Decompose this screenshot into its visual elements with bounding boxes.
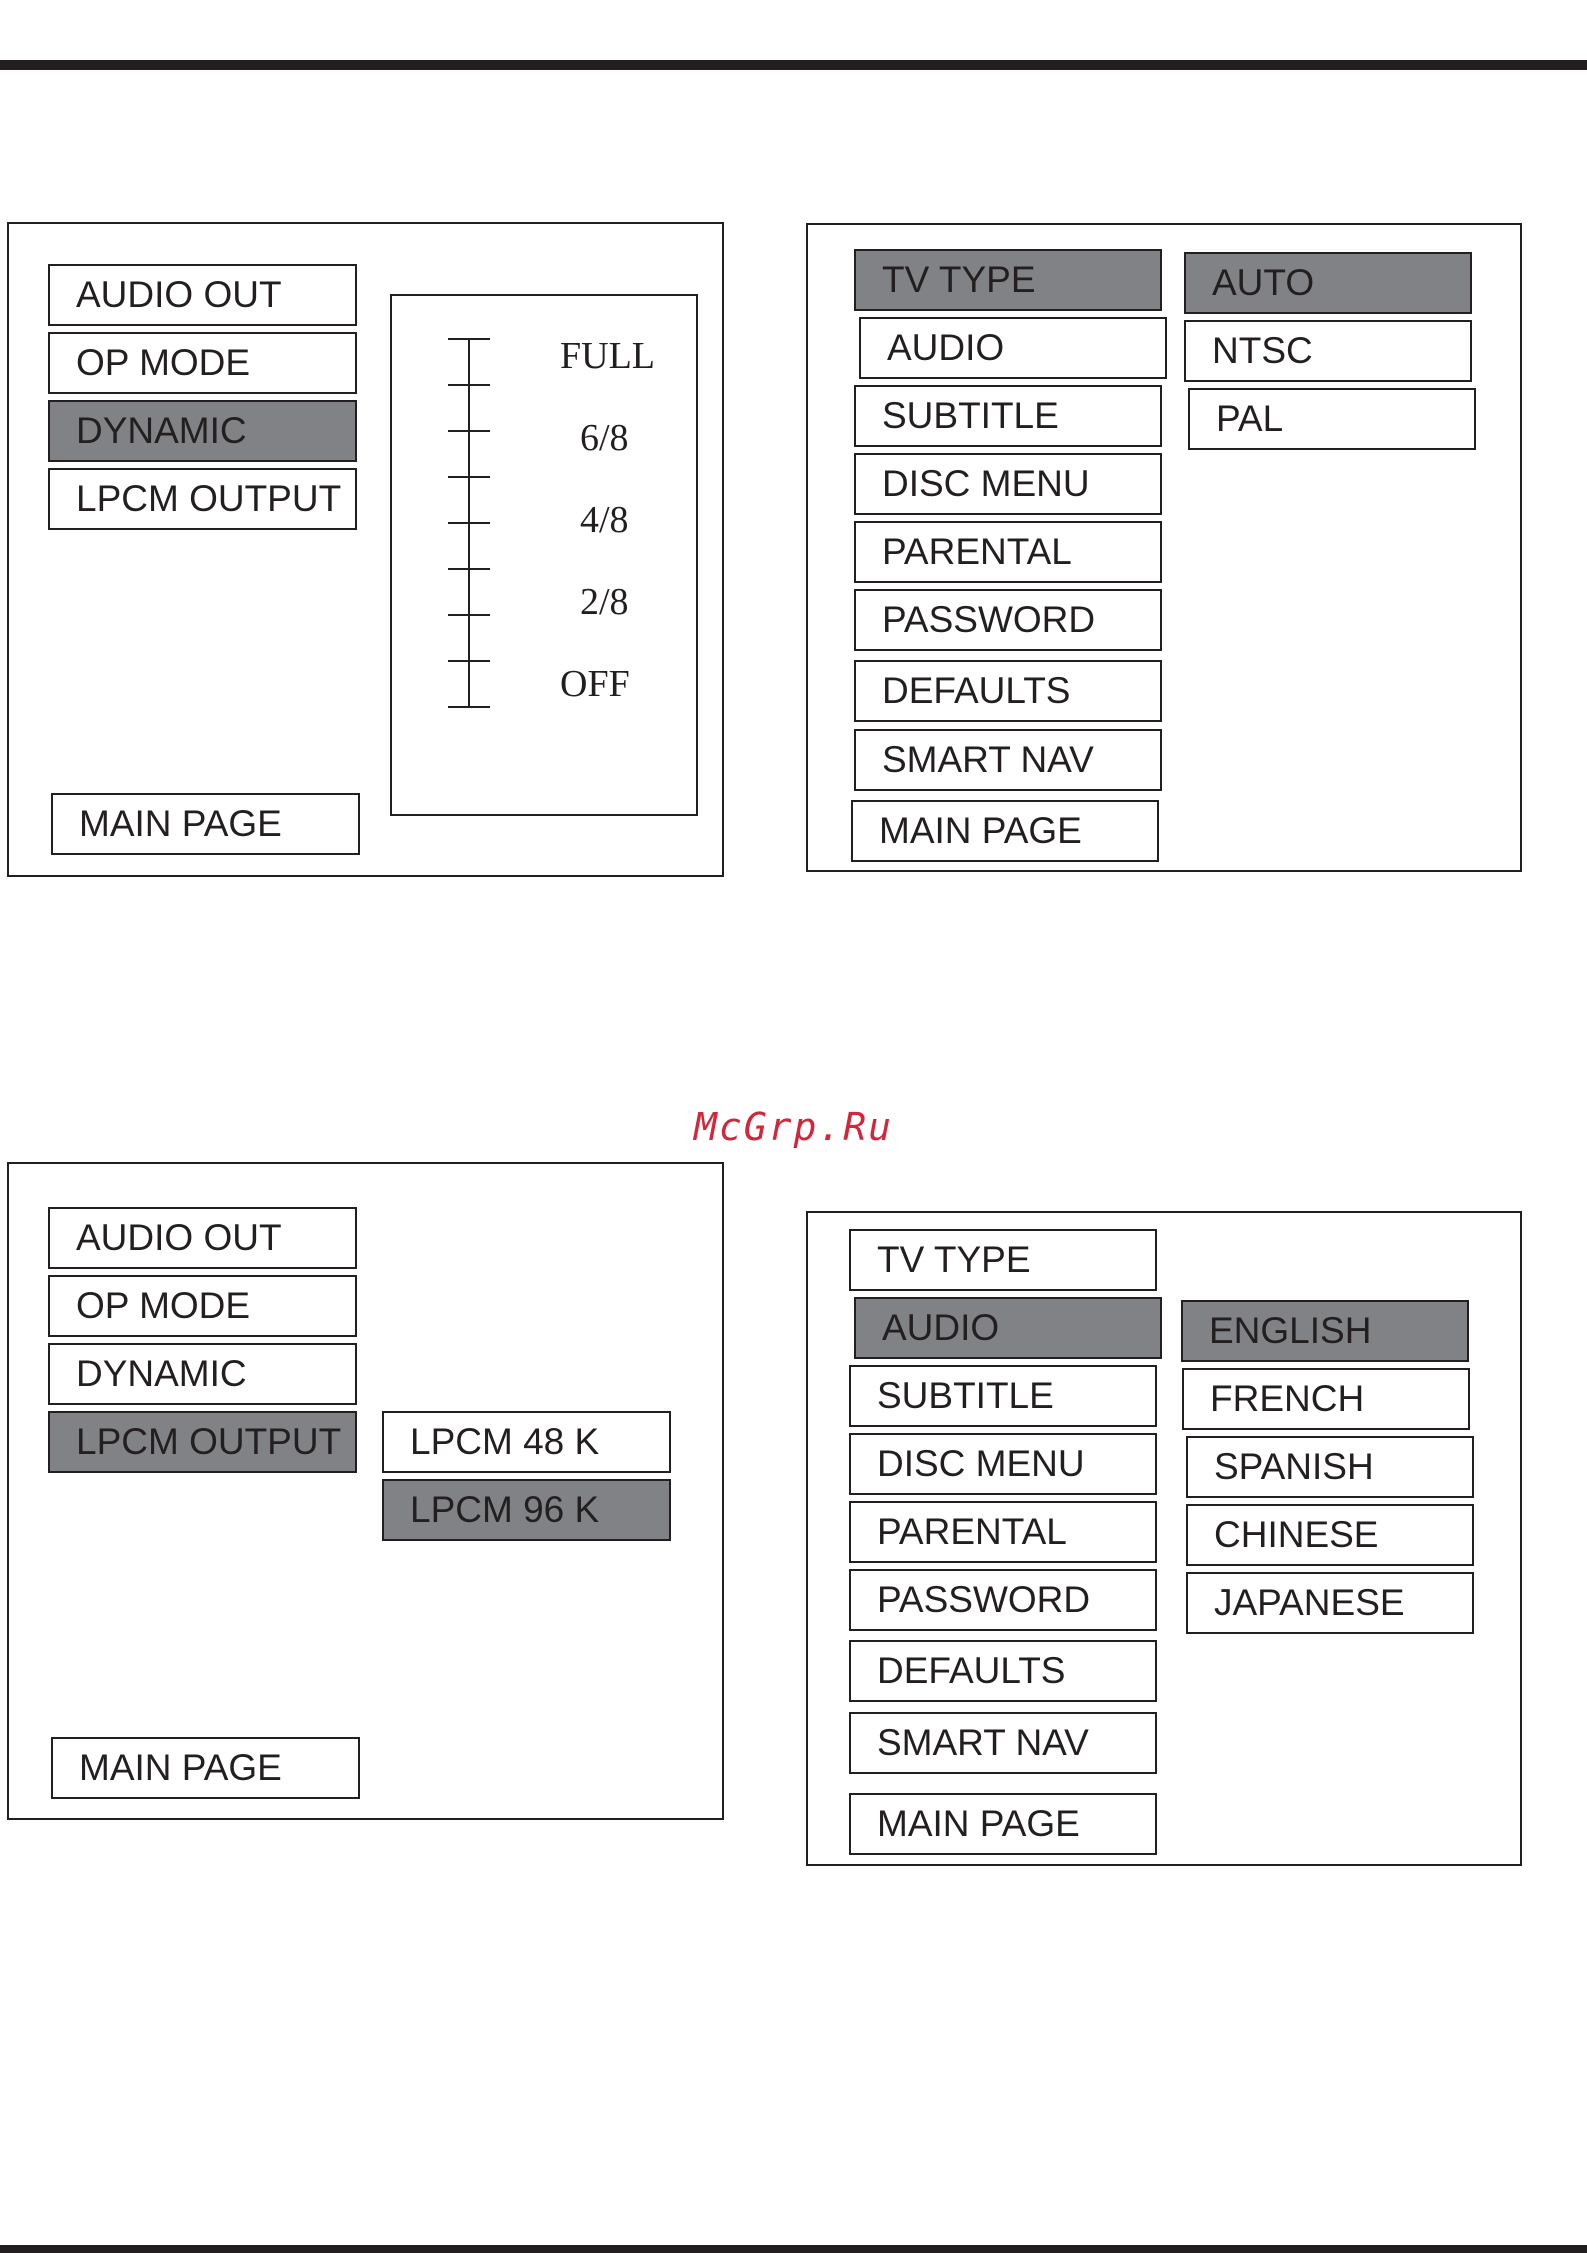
scale-tick xyxy=(448,476,490,478)
scale-tick xyxy=(448,338,490,340)
menu-item-tv-type[interactable]: TV TYPE xyxy=(849,1229,1157,1291)
bottom-rule xyxy=(0,2245,1587,2253)
menu-item-parental[interactable]: PARENTAL xyxy=(854,521,1162,583)
menu-item-op-mode[interactable]: OP MODE xyxy=(48,1275,357,1337)
scale-label-off[interactable]: OFF xyxy=(560,663,630,705)
menu-item-lpcm-output[interactable]: LPCM OUTPUT xyxy=(48,468,357,530)
option-chinese[interactable]: CHINESE xyxy=(1186,1504,1474,1566)
scale-tick xyxy=(448,568,490,570)
scale-label-full[interactable]: FULL xyxy=(560,335,655,377)
menu-item-defaults[interactable]: DEFAULTS xyxy=(854,660,1162,722)
top-rule xyxy=(0,60,1587,70)
menu-item-parental[interactable]: PARENTAL xyxy=(849,1501,1157,1563)
menu-item-tv-type[interactable]: TV TYPE xyxy=(854,249,1162,311)
menu-item-subtitle[interactable]: SUBTITLE xyxy=(854,385,1162,447)
menu-item-audio[interactable]: AUDIO xyxy=(859,317,1167,379)
menu-item-audio-out[interactable]: AUDIO OUT xyxy=(48,1207,357,1269)
menu-item-defaults[interactable]: DEFAULTS xyxy=(849,1640,1157,1702)
menu-item-smart-nav[interactable]: SMART NAV xyxy=(854,729,1162,791)
option-japanese[interactable]: JAPANESE xyxy=(1186,1572,1474,1634)
menu-item-audio-out[interactable]: AUDIO OUT xyxy=(48,264,357,326)
main-page-button[interactable]: MAIN PAGE xyxy=(51,1737,360,1799)
setup-audio-panel xyxy=(806,1211,1522,1866)
main-page-button[interactable]: MAIN PAGE xyxy=(849,1793,1157,1855)
watermark: McGrp.Ru xyxy=(693,1105,894,1149)
scale-tick xyxy=(448,706,490,708)
audio-dynamic-panel xyxy=(7,222,724,877)
option-english[interactable]: ENGLISH xyxy=(1181,1300,1469,1362)
option-french[interactable]: FRENCH xyxy=(1182,1368,1470,1430)
scale-tick xyxy=(448,384,490,386)
menu-item-dynamic[interactable]: DYNAMIC xyxy=(48,400,357,462)
menu-item-password[interactable]: PASSWORD xyxy=(854,589,1162,651)
dynamic-range-scale[interactable] xyxy=(390,294,698,816)
menu-item-subtitle[interactable]: SUBTITLE xyxy=(849,1365,1157,1427)
menu-item-password[interactable]: PASSWORD xyxy=(849,1569,1157,1631)
option-lpcm-48k[interactable]: LPCM 48 K xyxy=(382,1411,671,1473)
main-page-button[interactable]: MAIN PAGE xyxy=(51,793,360,855)
menu-item-disc-menu[interactable]: DISC MENU xyxy=(854,453,1162,515)
scale-tick xyxy=(448,522,490,524)
scale-label-2-8[interactable]: 2/8 xyxy=(580,581,629,623)
option-ntsc[interactable]: NTSC xyxy=(1184,320,1472,382)
option-pal[interactable]: PAL xyxy=(1188,388,1476,450)
scale-tick xyxy=(448,660,490,662)
menu-item-smart-nav[interactable]: SMART NAV xyxy=(849,1712,1157,1774)
scale-label-4-8[interactable]: 4/8 xyxy=(580,499,629,541)
menu-item-dynamic[interactable]: DYNAMIC xyxy=(48,1343,357,1405)
menu-item-audio[interactable]: AUDIO xyxy=(854,1297,1162,1359)
scale-label-6-8[interactable]: 6/8 xyxy=(580,417,629,459)
audio-lpcm-panel xyxy=(7,1162,724,1820)
scale-tick xyxy=(448,430,490,432)
main-page-button[interactable]: MAIN PAGE xyxy=(851,800,1159,862)
menu-item-op-mode[interactable]: OP MODE xyxy=(48,332,357,394)
menu-item-disc-menu[interactable]: DISC MENU xyxy=(849,1433,1157,1495)
scale-tick xyxy=(448,614,490,616)
option-spanish[interactable]: SPANISH xyxy=(1186,1436,1474,1498)
setup-tv-type-panel xyxy=(806,223,1522,872)
menu-item-lpcm-output[interactable]: LPCM OUTPUT xyxy=(48,1411,357,1473)
option-auto[interactable]: AUTO xyxy=(1184,252,1472,314)
option-lpcm-96k[interactable]: LPCM 96 K xyxy=(382,1479,671,1541)
